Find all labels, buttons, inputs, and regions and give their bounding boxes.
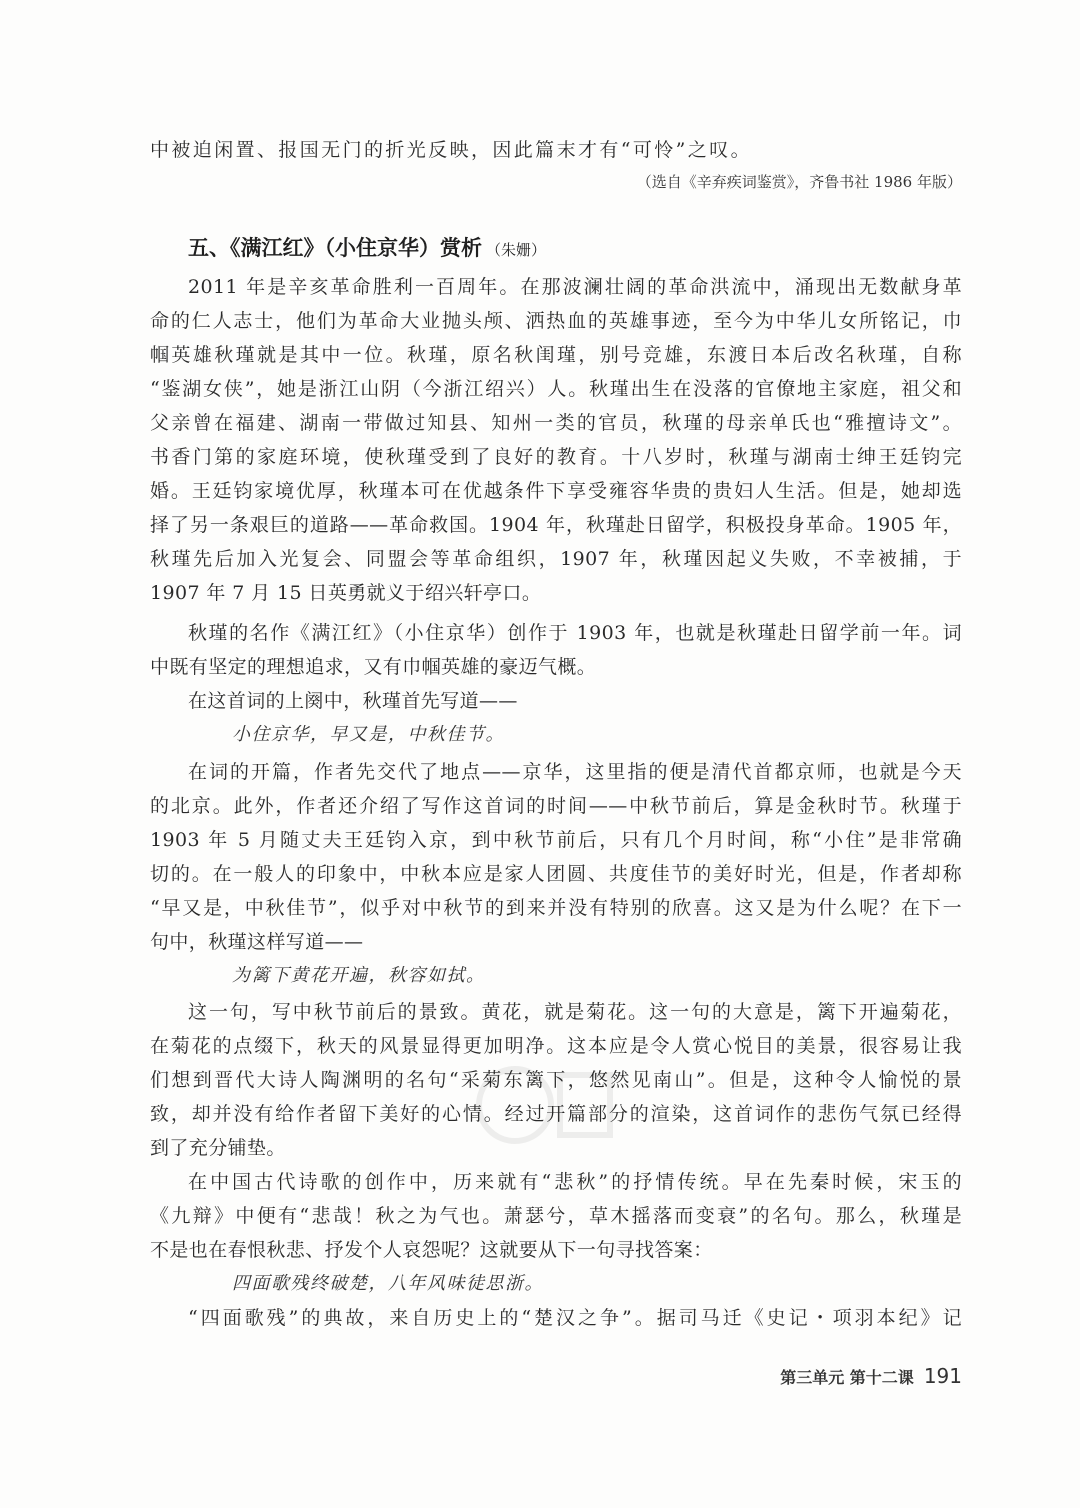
text-line: “四面歌残”的典故，来自历史上的“楚汉之争”。据司马迁《史记・项羽本纪》记 (188, 1307, 962, 1329)
text-line: 致，却并没有给作者留下美好的心情。经过开篇部分的渲染，这首词作的悲伤气氛已经得 (150, 1103, 962, 1125)
text-line: 中既有坚定的理想追求，又有巾帼英雄的豪迈气概。 (150, 656, 597, 678)
text-line: 书香门第的家庭环境，使秋瑾受到了良好的教育。十八岁时，秋瑾与湖南士绅王廷钧完 (150, 446, 962, 468)
unit-lesson-label: 第三单元 第十二课 (780, 1368, 914, 1387)
text-line: 在中国古代诗歌的创作中，历来就有“悲秋”的抒情传统。早在先秦时候，宋玉的 (188, 1171, 962, 1193)
text-line: 择了另一条艰巨的道路——革命救国。1904 年，秋瑾赴日留学，积极投身革命。1905 年， (150, 514, 962, 536)
text-line: 中被迫闲置、报国无门的折光反映，因此篇末才有“可怜”之叹。 (150, 139, 750, 161)
poem-quote: 小住京华，早又是，中秋佳节。 (232, 724, 505, 745)
text-line: 1903 年 5 月随丈夫王廷钧入京，到中秋节前后，只有几个月时间，称“小住”是非常确 (150, 829, 962, 851)
text-line: 帼英雄秋瑾就是其中一位。秋瑾，原名秋闺瑾，别号竞雄，东渡日本后改名秋瑾，自称 (150, 344, 962, 366)
text-line: 不是也在春恨秋悲、抒发个人哀怨呢？这就要从下一句寻找答案： (150, 1239, 713, 1261)
page-footer (780, 1364, 962, 1388)
text-line: 1907 年 7 月 15 日英勇就义于绍兴轩亭口。 (150, 582, 542, 604)
text-line: 句中，秋瑾这样写道—— (150, 931, 364, 953)
text-line: “早又是，中秋佳节”，似乎对中秋节的到来并没有特别的欣喜。这又是为什么呢？在下一 (150, 897, 962, 919)
text-line: 这一句，写中秋节前后的景致。黄花，就是菊花。这一句的大意是，篱下开遍菊花， (188, 1001, 962, 1023)
text-line: 《九辩》中便有“悲哉！秋之为气也。萧瑟兮，草木摇落而变衰”的名句。那么，秋瑾是 (150, 1205, 962, 1227)
text-line: 秋瑾先后加入光复会、同盟会等革命组织，1907 年，秋瑾因起义失败，不幸被捕，于 (150, 548, 962, 570)
text-line: 在这首词的上阕中，秋瑾首先写道—— (188, 690, 518, 712)
text-line: 婚。王廷钧家境优厚，秋瑾本可在优越条件下享受雍容华贵的贵妇人生活。但是，她却选 (150, 480, 962, 502)
source-citation: （选自《辛弃疾词鉴赏》，齐鲁书社 1986 年版） (636, 173, 962, 191)
watermark-emblem (470, 1060, 620, 1150)
section-author: （朱姗） (486, 241, 547, 259)
text-line: 秋瑾的名作《满江红》（小住京华）创作于 1903 年，也就是秋瑾赴日留学前一年。词 (188, 622, 962, 644)
poem-quote: 为篱下黄花开遍，秋容如拭。 (232, 965, 486, 986)
text-line: “鉴湖女侠”，她是浙江山阴（今浙江绍兴）人。秋瑾出生在没落的官僚地主家庭，祖父和 (150, 378, 962, 400)
text-line: 父亲曾在福建、湖南一带做过知县、知州一类的官员，秋瑾的母亲单氏也“雅擅诗文”。 (150, 412, 962, 434)
text-line: 在菊花的点缀下，秋天的风景显得更加明净。这本应是令人赏心悦目的美景，很容易让我 (150, 1035, 962, 1057)
text-line: 的北京。此外，作者还介绍了写作这首词的时间——中秋节前后，算是金秋时节。秋瑾于 (150, 795, 962, 817)
section-heading (188, 234, 546, 264)
text-line: 们想到晋代大诗人陶渊明的名句“采菊东篱下，悠然见南山”。但是，这种令人愉悦的景 (150, 1069, 962, 1091)
text-line: 到了充分铺垫。 (150, 1137, 286, 1159)
text-line: 切的。在一般人的印象中，中秋本应是家人团圆、共度佳节的美好时光，但是，作者却称 (150, 863, 962, 885)
section-title: 五、《满江红》（小住京华）赏析 (188, 236, 482, 260)
text-line: 在词的开篇，作者先交代了地点——京华，这里指的便是清代首都京师，也就是今天 (188, 761, 962, 783)
poem-quote: 四面歌残终破楚，八年风味徒思浙。 (232, 1273, 544, 1294)
page-number: 191 (923, 1364, 962, 1388)
text-line: 2011 年是辛亥革命胜利一百周年。在那波澜壮阔的革命洪流中，涌现出无数献身革 (188, 276, 962, 298)
text-line: 命的仁人志士，他们为革命大业抛头颅、洒热血的英雄事迹，至今为中华儿女所铭记，巾 (150, 310, 962, 332)
